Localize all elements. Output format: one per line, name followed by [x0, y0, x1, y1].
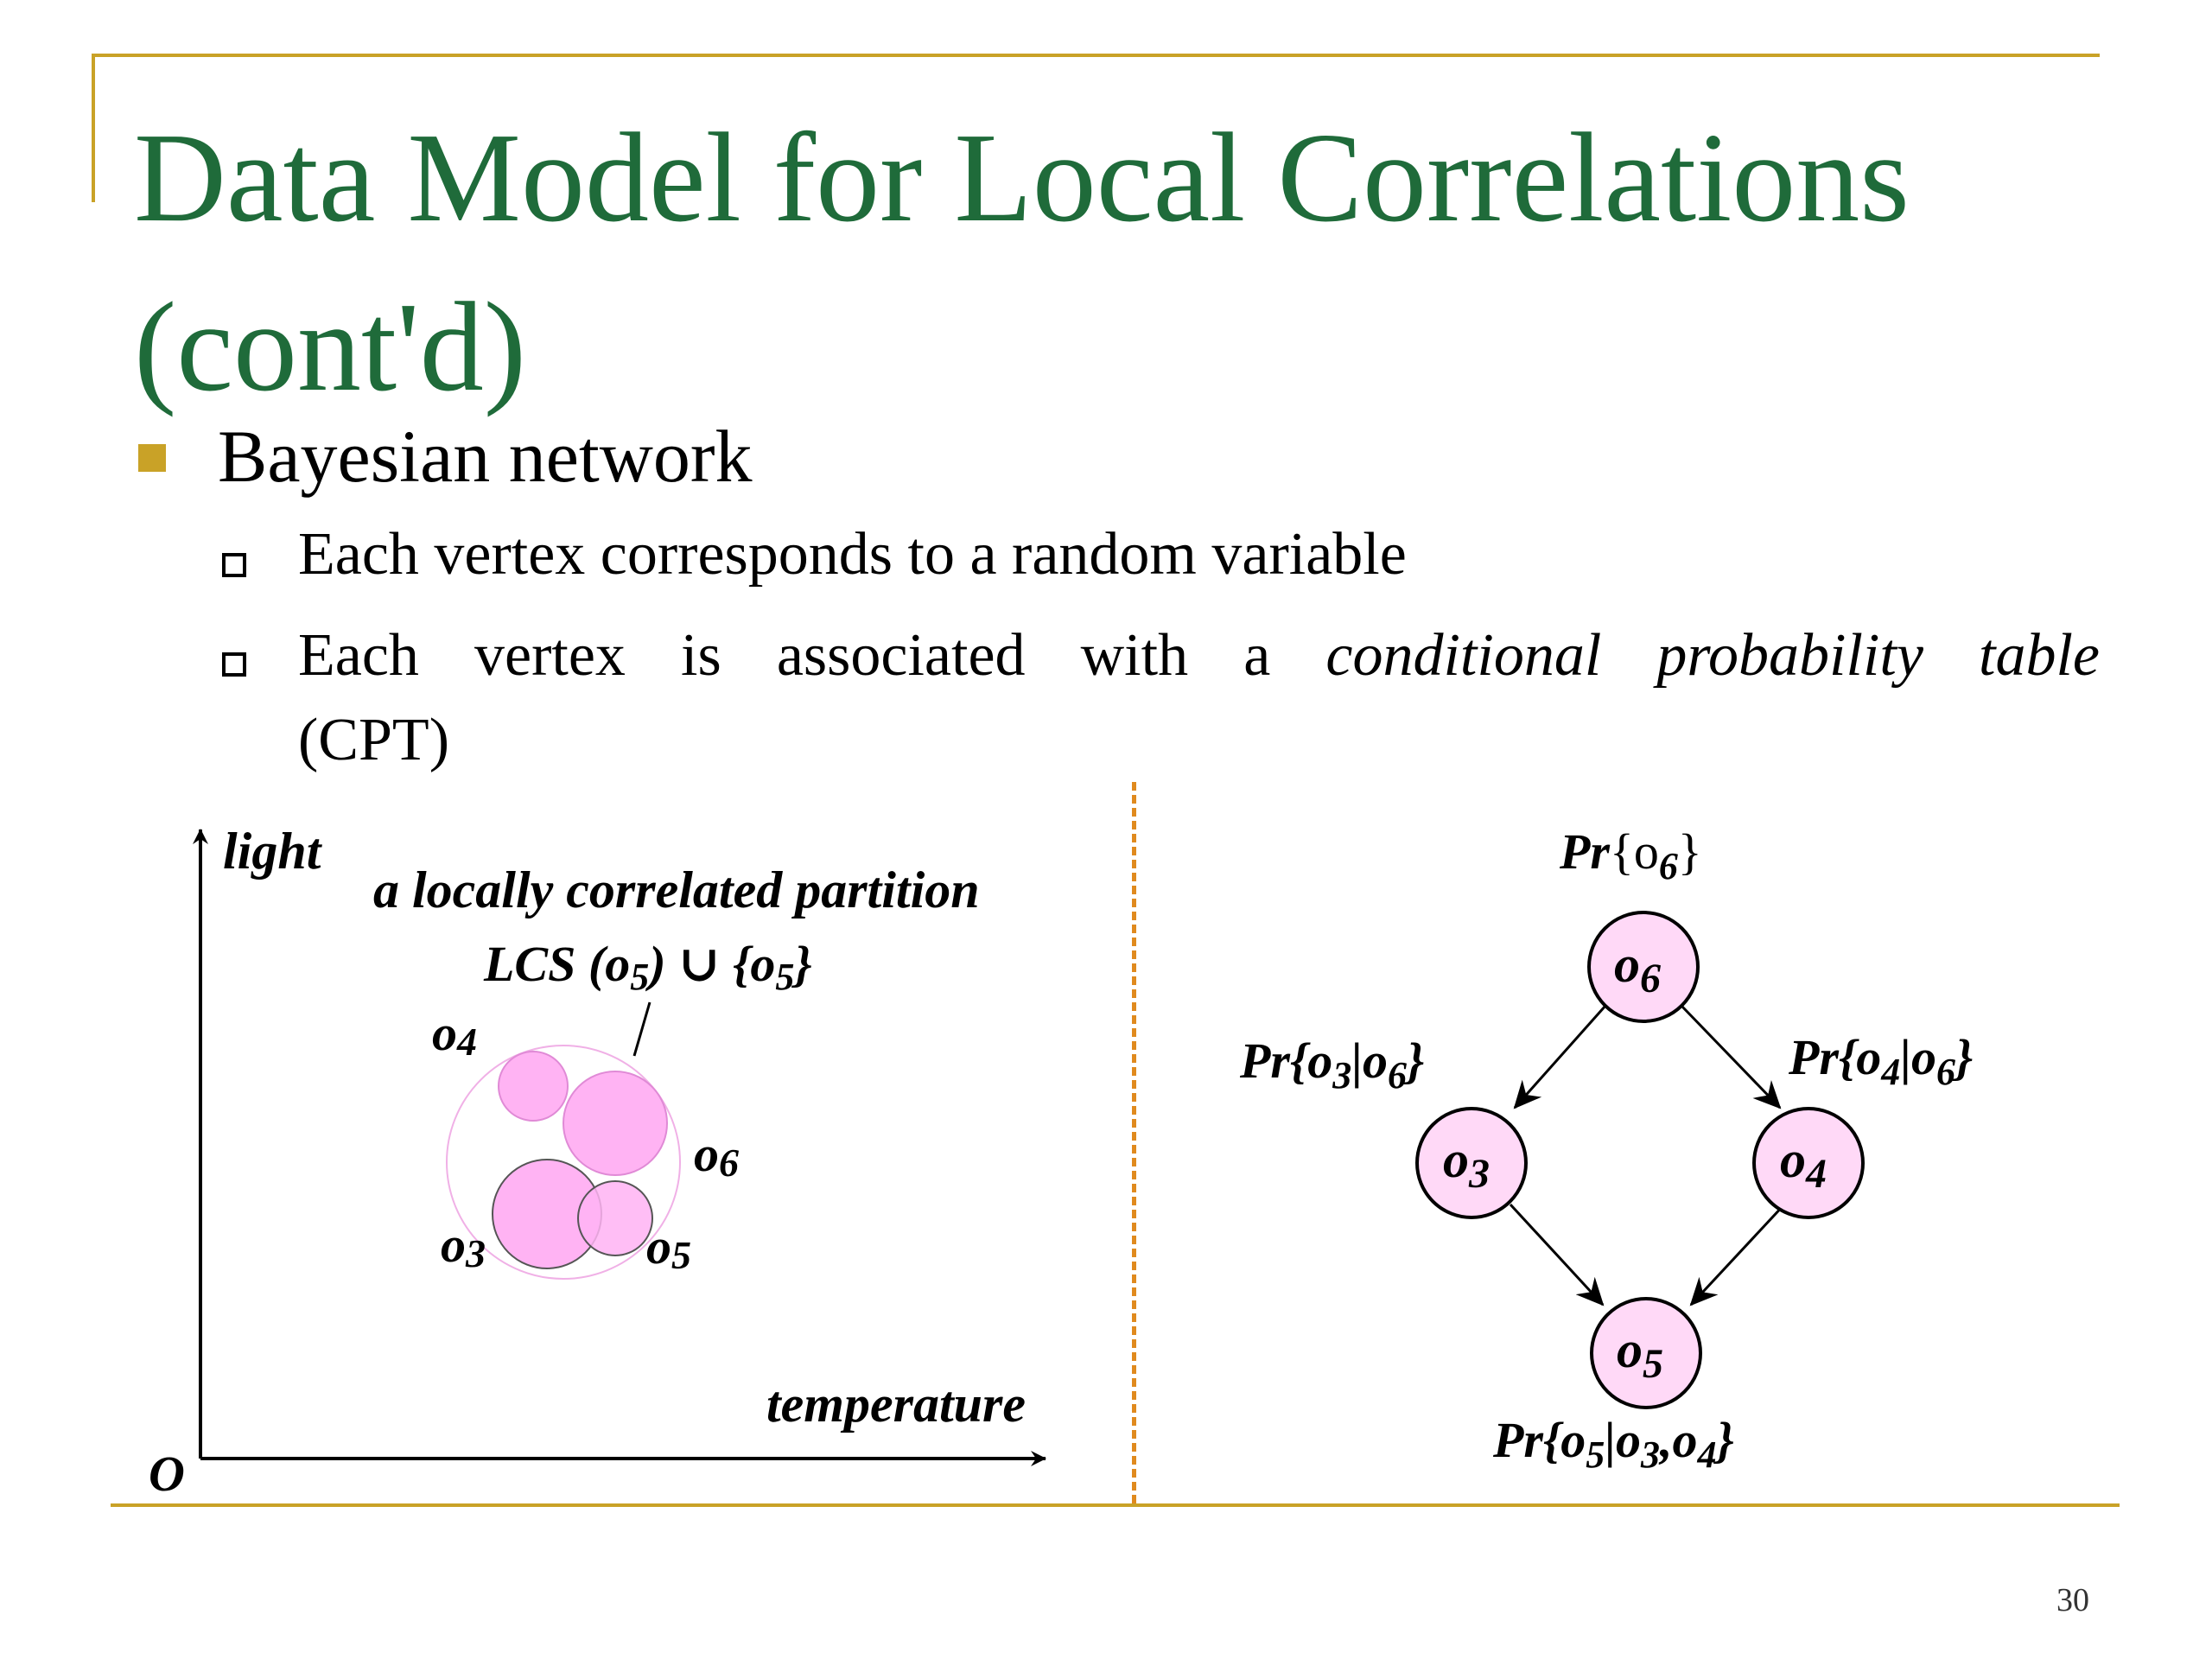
set-close: }: [794, 936, 812, 992]
subbullet-vertex-random-variable: Each vertex corresponds to a random variable: [298, 521, 1407, 588]
subbullet-vertex-cpt-text: Each vertex is associated with a: [298, 622, 1326, 689]
partition-caption: a locally correlated partition: [373, 861, 980, 918]
x-axis-label: temperature: [766, 1376, 1026, 1433]
lcs-arg: (o: [588, 936, 631, 992]
svg-text:o3: $o_3$: [1443, 1131, 1490, 1197]
object-o6-label: o6: [694, 1126, 739, 1185]
slide-title-line-2: (cont'd): [134, 276, 527, 418]
set-open: {o: [733, 936, 776, 992]
slide-page-number: 30: [2056, 1582, 2089, 1618]
cpt-label-o3: $Pr\{o_3|o_6\}$: [1240, 1033, 1425, 1096]
svg-text:o6: $o_6$: [1614, 936, 1661, 1001]
object-o4-label: o4: [432, 1005, 477, 1064]
cpt-label-o6: $Pr\{o_6\}$: [1560, 823, 1702, 887]
y-axis-label: light: [223, 823, 321, 880]
origin-label: O: [149, 1446, 185, 1502]
subbullet-vertex-cpt-italic: conditional probability table: [1325, 622, 2100, 689]
node-o6: [1589, 912, 1698, 1021]
union-symbol: ∪: [678, 936, 721, 992]
object-o3-label: o3: [441, 1217, 486, 1275]
object-o5-label: o5: [646, 1218, 691, 1277]
svg-text:o5: $o_5$: [1617, 1321, 1663, 1387]
subbullet-cpt-abbrev: (CPT): [298, 707, 449, 773]
slide-title-line-1: Data Model for Local Correlations: [134, 107, 1910, 249]
lcs-label: LCS: [484, 936, 576, 992]
cpt-label-o4: $Pr\{o_4|o_6\}$: [1789, 1029, 1974, 1093]
svg-text:o4: $o_4$: [1780, 1131, 1827, 1197]
bullet-bayesian-network: Bayesian network: [218, 415, 753, 498]
node-o4: [1754, 1109, 1863, 1217]
lcs-arg-sub: 5: [630, 956, 650, 998]
lcs-arg-close: ): [649, 936, 666, 992]
node-o5: [1592, 1299, 1700, 1408]
edge-o6-o3: [1515, 1006, 1605, 1108]
node-o3: [1417, 1109, 1526, 1217]
edge-o6-o4: [1681, 1006, 1780, 1108]
edge-o3-o5: [1510, 1205, 1603, 1305]
edge-o4-o5: [1691, 1205, 1784, 1305]
set-sub: 5: [775, 956, 795, 998]
cpt-label-o5: $Pr\{o_5|o_3,o_4\}$: [1493, 1412, 1734, 1476]
